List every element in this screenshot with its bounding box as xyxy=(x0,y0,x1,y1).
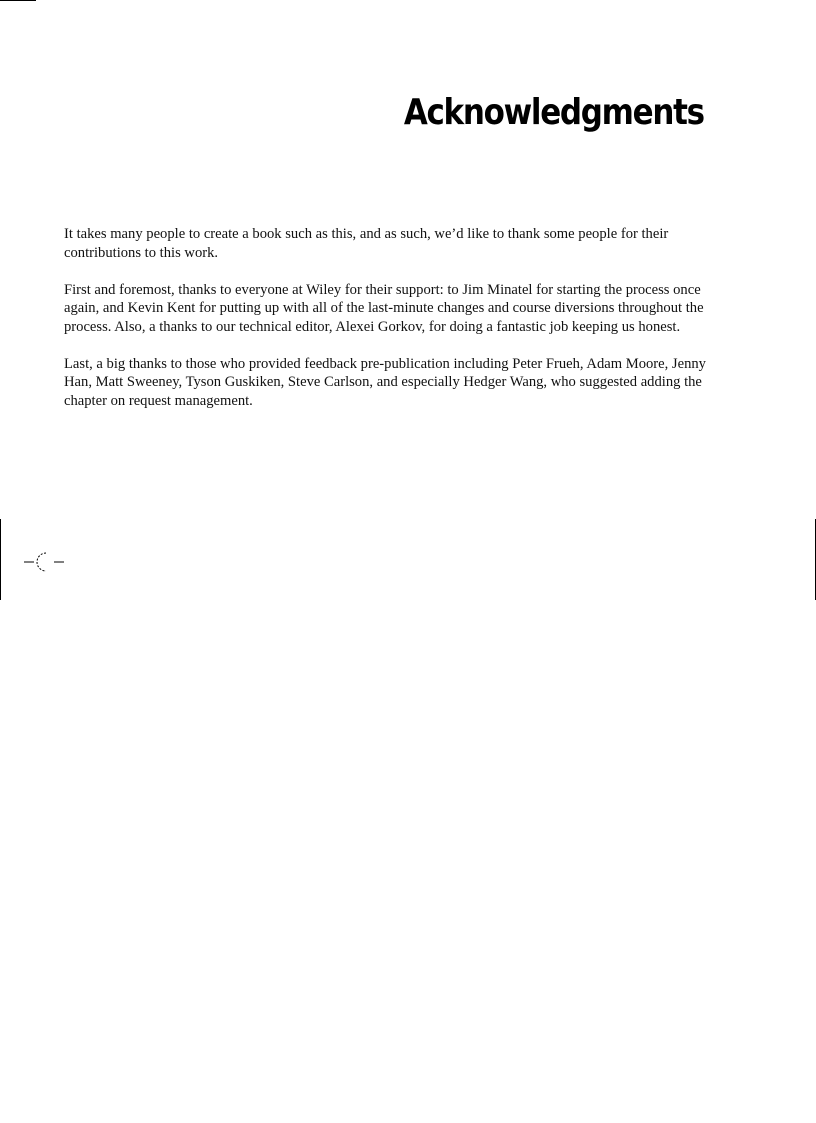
registration-mark-icon xyxy=(24,550,66,574)
paragraph-intro: It takes many people to create a book such as this, and as such, we’d like to thank some people for their contributions to this work. xyxy=(64,226,669,261)
body-text xyxy=(64,225,714,429)
crop-mark-top xyxy=(0,0,36,1)
crop-mark-left xyxy=(0,519,1,600)
page-title: Acknowledgments xyxy=(404,92,704,133)
paragraph-wiley-thanks: First and foremost, thanks to everyone at Wiley for their support: to Jim Minatel for starting the process once again, and Kevin Kent for putting up with all of the last-minute changes and course diversions throughout the process. Also, a thanks to our technical editor, Alexei Gorkov, for doing a fantastic job keeping us honest. xyxy=(64,281,704,335)
paragraph-feedback-thanks: Last, a big thanks to those who provided feedback pre-publication including Peter Frueh, Adam Moore, Jenny Han, Matt Sweeney, Tyson Guskiken, Steve Carlson, and especially Hedger Wang, who suggested adding the chapter on request management. xyxy=(64,355,706,409)
